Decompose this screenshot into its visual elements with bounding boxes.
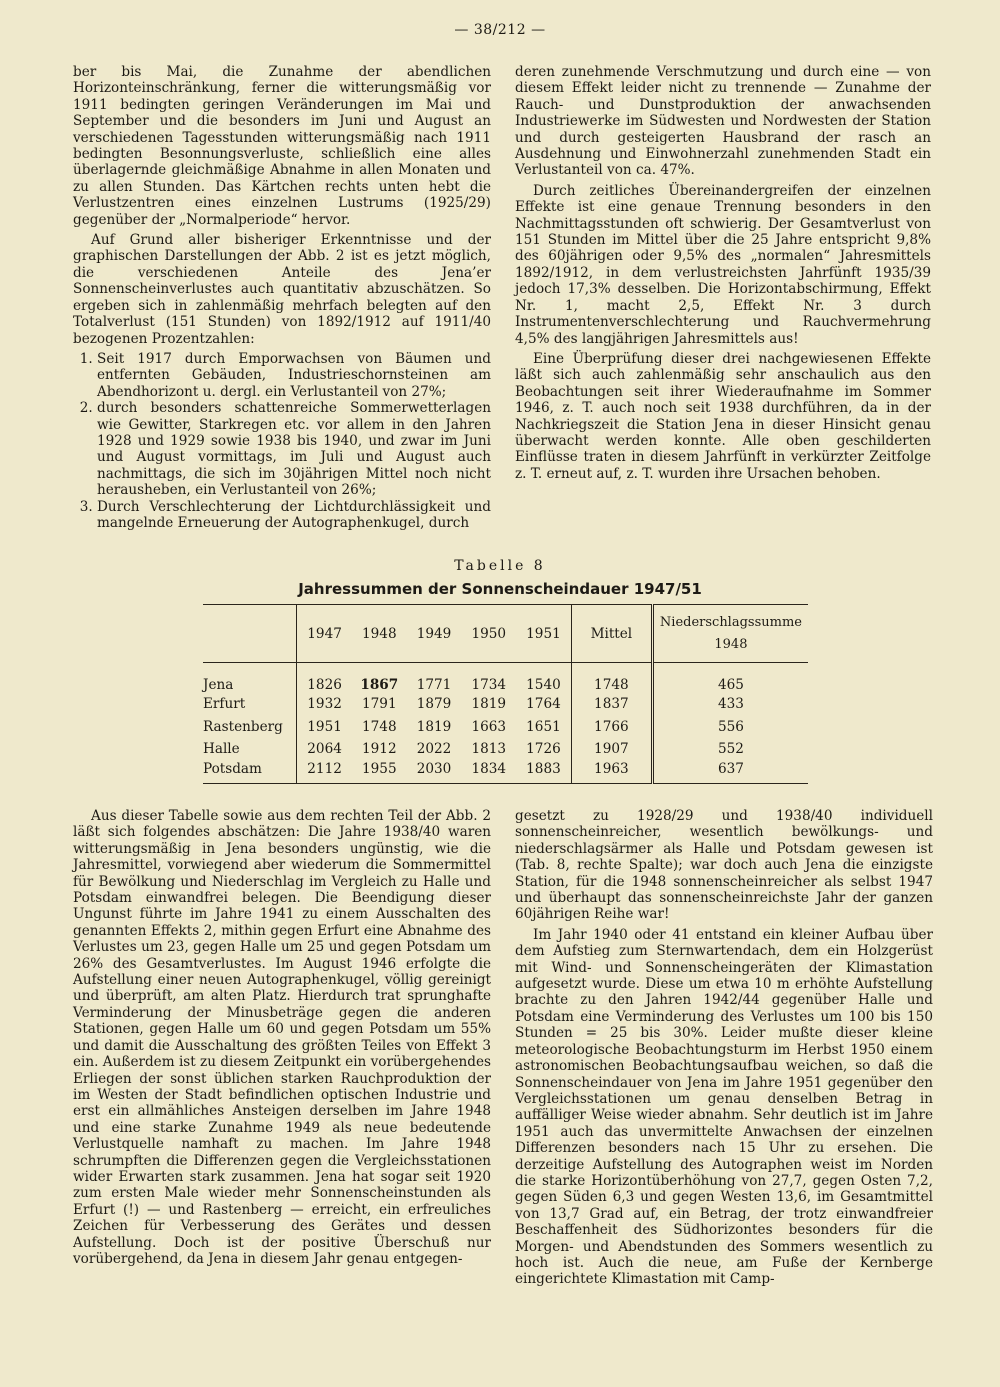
station-name: Jena [203,677,234,693]
bottom-right-column [515,808,933,1292]
table-cell: 1951 [297,716,352,739]
table-cell: 1651 [526,718,561,735]
table-row [203,761,808,784]
station-name: Erfurt [203,696,246,713]
table-cell: 1771 [416,677,452,693]
table-cell: 2022 [416,741,452,758]
table-cell: 1883 [516,761,571,784]
table-row [203,738,808,761]
precip-cell: 465 [652,663,808,694]
mean-cell: 1837 [571,693,652,716]
precip-cell: 433 [652,693,808,716]
mean-cell: 1907 [571,738,652,761]
table-cell: 1912 [362,741,397,758]
table-row [203,663,808,694]
paragraph: gesetzt zu 1928/29 und 1938/40 individuell sonnenscheinreicher, wesentlich bewölkungs- und niederschlagsärmer als Halle und Potsdam gewesen ist (Tab. 8, rechte Spalte); war doch auch Jena die einzigste Station, für die 1948 sonnenscheinreicher als selbst 1947 und überhaupt das sonnenscheinreichste Jahr der ganzen 60jährigen Reihe war! [515,808,933,923]
list-item: 1. Seit 1917 durch Emporwachsen von Bäumen und entfernten Gebäuden, Industrieschornsteinen am Abendhorizont u. dergl. ein Verlustanteil von 27%; [97,351,491,400]
paragraph: deren zunehmende Verschmutzung und durch eine — von diesem Effekt leider nicht zu trennende — Zunahme der Rauch- und Dunstproduktion der anwachsenden Industriewerke im Südwesten und Nordwesten der Station und durch gesteigerten Hausbrand der rasch an Ausdehnung und Einwohnerzahl zunehmenden Stadt ein Verlustanteil von ca. 47%. [515,64,931,179]
table-cell: 1819 [416,718,452,735]
table-cell: 1867 [360,677,399,693]
precip-cell: 552 [652,738,808,761]
header-year: 1949 [407,605,462,663]
paragraph: ber bis Mai, die Zunahme der abendlichen Horizonteinschränkung, ferner die witterungsmäßig vor 1911 bedingten geringen Veränderungen im Mai und September und die besonders im Juni und August an verschiedenen Tagesstunden witterungsmäßig nach 1911 bedingten Besonnungsverluste, schließlich eine alles überlagernde gleichmäßige Abnahme in allen Monaten und zu allen Stunden. Das Kärtchen rechts unten hebt die Verlustzentren eines einzelnen Lustrums (1925/29) gegenüber der „Normalperiode“ hervor. [73,64,491,228]
table-cell: 1764 [526,696,561,713]
precip-cell: 637 [652,761,808,784]
header-year: 1950 [461,605,516,663]
page-number: — 38/212 — [454,22,546,38]
table-cell: 1955 [352,761,407,784]
header-year: 1951 [516,605,571,663]
table-cell: 1663 [471,718,507,735]
table-row [203,716,808,739]
table-cell: 1932 [297,693,352,716]
table-cell: 1726 [526,741,561,758]
mean-cell: 1748 [571,663,652,694]
paragraph: Auf Grund aller bisheriger Erkenntnisse und der graphischen Darstellungen der Abb. 2 ist es jetzt möglich, die verschiedenen Anteile des Jena’er Sonnenscheinverlustes auch quantitativ abzuschätzen. So ergeben sich in zahlenmäßig mehrfach belegten auf den Totalverlust (151 Stunden) von 1892/1912 auf 1911/40 bezogenen Prozentzahlen: [73,232,491,347]
precip-cell: 556 [652,716,808,739]
table-cell: 1791 [362,696,397,713]
header-blank [203,605,297,663]
station-name: Rastenberg [203,718,283,735]
paragraph: Aus dieser Tabelle sowie aus dem rechten Teil der Abb. 2 läßt sich folgendes abschätzen: Die Jahre 1938/40 waren witterungsmäßig in Jena besonders ungünstig, wie die Jahresmittel, vorwiegend aber wiederum die Sommermittel für Bewölkung und Niederschlag im Vergleich zu Halle und Potsdam einwandfrei belegen. Die Beendigung dieser Ungunst führte im Jahre 1941 zu einem Ausschalten des genannten Effekts 2, mithin gegen Erfurt eine Abnahme des Verlustes um 23, gegen Halle um 25 und gegen Potsdam um 26% des Gesamtverlustes. Im August 1946 erfolgte die Aufstellung einer neuen Autographenkugel, völlig gereinigt und überprüft, am alten Platz. Hierdurch trat sprunghafte Verminderung der Minusbeträge gegen die anderen Stationen, gegen Halle um 60 und gegen Potsdam um 55% und damit die Ausschaltung des größten Teiles von Effekt 3 ein. Außerdem ist zu diesem Zeitpunkt ein vorübergehendes Erliegen der sonst üblichen starken Rauchproduktion der im Westen der Stadt befindlichen optischen Industrie und erst ein allmähliches Ansteigen derselben im Jahre 1948 und eine starke Zunahme 1949 als neue bedeutende Verlustquelle namhaft zu machen. Im Jahre 1948 schrumpften die Differenzen gegen die Vergleichsstationen wider Erwarten stark zusammen. Jena hat sogar seit 1920 zum ersten Male wieder mehr Sonnenscheinstunden als Erfurt (!) — und Rastenberg — erreicht, ein erfreuliches Zeichen für Verbesserung des Gerätes und dessen Aufstellung. Doch ist der positive Überschuß nur vorübergehend, da Jena in diesem Jahr genau entgegen- [73,808,492,1267]
table-cell: 1834 [461,761,516,784]
header-precip-line1: Niederschlagssumme [659,614,802,630]
bottom-left-column [73,808,491,1271]
paragraph: Im Jahr 1940 oder 41 entstand ein kleiner Aufbau über dem Aufstieg zum Sternwartendach, dem ein Holzgerüst mit Wind- und Sonnenscheingeräten der Klimastation aufgesetzt wurde. Diese um etwa 10 m erhöhte Aufstellung brachte zu den Jahren 1942/44 gegenüber Halle und Potsdam eine Verminderung des Verlustes um 100 bis 150 Stunden = 25 bis 30%. Leider mußte dieser kleine meteorologische Beobachtungsturm im Herbst 1950 einem astronomischen Beobachtungsaufbau weichen, so daß die Sonnenscheindauer von Jena im Jahre 1951 gegenüber den Vergleichsstationen um genau denselben Betrag in auffälliger Weise wieder abnahm. Sehr deutlich ist im Jahre 1951 auch das unvermittelte Anwachsen der einzelnen Differenzen besonders nach 15 Uhr zu ersehen. Die derzeitige Aufstellung des Autographen weist im Norden die starke Horizontüberhöhung von 27,7, gegen Osten 7,2, gegen Süden 6,3 und gegen Westen 13,6, im Gesamtmittel von 13,7 Grad auf, ein Betrag, der trotz einwandfreier Beschaffenheit des Südhorizontes besonders für die Morgen- und Abendstunden des Sommers wesentlich zu hoch ist. Auch die neue, am Fuße der Kernberge eingerichtete Klimastation mit Camp- [515,926,933,1288]
effects-list [73,351,491,531]
station-name: Halle [203,741,240,758]
table-header-row [203,605,808,663]
table-cell: 1826 [297,663,352,694]
table-cell: 2030 [407,761,462,784]
mean-cell: 1963 [571,761,652,784]
table-cell: 1734 [471,677,507,693]
top-left-column [73,64,491,531]
table-cell: 2112 [297,761,352,784]
top-right-column [515,64,931,486]
header-precip-line2: 1948 [714,636,748,652]
header-year: 1947 [297,605,352,663]
table-cell: 1748 [362,718,397,735]
table-cell: 2064 [297,738,352,761]
table-cell: 1879 [416,696,452,713]
table-cell: 1813 [471,741,507,758]
list-item: 2. durch besonders schattenreiche Sommerwetterlagen wie Gewitter, Starkregen etc. vor allem in den Jahren 1928 und 1929 sowie 1938 bis 1940, und zwar im Juni und August vormittags, im Juli und August auch nachmittags, die sich im 30jährigen Mittel noch nicht herausheben, ein Verlustanteil von 26%; [97,400,491,498]
mean-cell: 1766 [571,716,652,739]
header-year: 1948 [352,605,407,663]
header-mean: Mittel [571,605,652,663]
table-cell: 1540 [526,677,561,693]
table-cell: 1819 [471,696,507,713]
header-precip [652,605,808,663]
table-row [203,693,808,716]
paragraph: Eine Überprüfung dieser drei nachgewiesenen Effekte läßt sich auch zahlenmäßig sehr anschaulich aus den Beobachtungen seit ihrer Wiederaufnahme im Sommer 1946, z. T. auch noch seit 1938 durchführen, da in der Nachkriegszeit die Station Jena in dieser Hinsicht genau überwacht werden konnte. Alle oben geschilderten Einflüsse traten in diesem Jahrfünft in verkürzter Zeitfolge z. T. erneut auf, z. T. wurden ihre Ursachen behoben. [515,350,931,482]
sunshine-table [203,604,808,784]
table-caption: Tabelle 8 [454,558,546,574]
paragraph: Durch zeitliches Übereinandergreifen der einzelnen Effekte ist eine genaue Trennung besonders in den Nachmittagsstunden oft schwierig. Der Gesamtverlust von 151 Stunden im Mittel über die 25 Jahre entspricht 9,8% des 60jährigen oder 9,5% des „normalen“ Jahresmittels 1892/1912, in dem verlustreichsten Jahrfünft 1935/39 jedoch 17,3% desselben. Die Horizontabschirmung, Effekt Nr. 1, macht 2,5, Effekt Nr. 3 durch Instrumentenverschlechterung und Rauchvermehrung 4,5% des langjährigen Jahresmittels aus! [515,182,931,347]
table-title: Jahressummen der Sonnenscheindauer 1947/51 [298,580,702,598]
list-item: 3. Durch Verschlechterung der Lichtdurchlässigkeit und mangelnde Erneuerung der Autographenkugel, durch [97,499,491,532]
station-name: Potsdam [203,761,297,784]
